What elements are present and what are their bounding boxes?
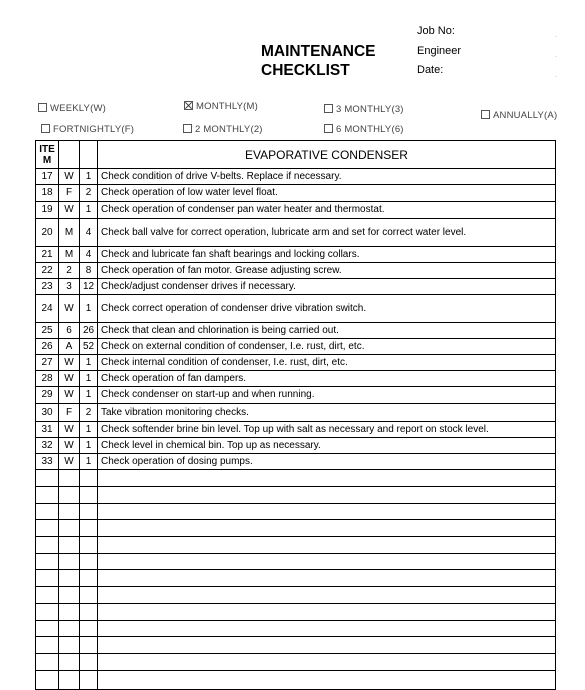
blank-cell[interactable] — [98, 604, 556, 621]
blank-cell[interactable] — [98, 671, 556, 690]
count-cell: 2 — [80, 185, 98, 202]
blank-cell[interactable] — [80, 654, 98, 671]
frequency-3-monthly-label: 3 MONTHLY(3) — [336, 104, 404, 115]
blank-cell[interactable] — [80, 520, 98, 537]
frequency-cell: M — [59, 247, 80, 263]
count-cell: 1 — [80, 438, 98, 454]
count-cell: 1 — [80, 355, 98, 371]
title-line-1: MAINTENANCE — [261, 43, 376, 60]
item-cell: 27 — [36, 355, 59, 371]
checkbox-6-monthly-icon[interactable] — [324, 124, 333, 133]
frequency-cell: W — [59, 371, 80, 387]
item-cell: 28 — [36, 371, 59, 387]
description-cell: Check softender brine bin level. Top up with salt as necessary and report on stock level. — [98, 422, 556, 438]
item-cell: 29 — [36, 387, 59, 404]
count-cell: 1 — [80, 387, 98, 404]
description-cell: Check level in chemical bin. Top up as necessary. — [98, 438, 556, 454]
table-body — [36, 169, 556, 690]
description-cell: Check operation of condenser pan water heater and thermostat. — [98, 202, 556, 219]
frequency-2-monthly-label: 2 MONTHLY(2) — [195, 124, 263, 135]
table-row — [36, 219, 556, 247]
frequency-cell: 3 — [59, 279, 80, 295]
table-row — [36, 323, 556, 339]
section-title: EVAPORATIVE CONDENSER — [98, 141, 556, 169]
checkbox-annually-icon[interactable] — [481, 110, 490, 119]
frequency-weekly[interactable] — [38, 103, 106, 114]
description-cell: Check operation of low water level float. — [98, 185, 556, 202]
blank-cell[interactable] — [80, 537, 98, 554]
table-row — [36, 387, 556, 404]
table-row — [36, 438, 556, 454]
description-cell: Check/adjust condenser drives if necessary. — [98, 279, 556, 295]
frequency-fortnightly[interactable] — [41, 124, 134, 135]
count-cell: 52 — [80, 339, 98, 355]
count-cell: 8 — [80, 263, 98, 279]
blank-cell[interactable] — [59, 621, 80, 637]
table-row — [36, 454, 556, 470]
blank-cell[interactable] — [59, 637, 80, 654]
item-cell: 22 — [36, 263, 59, 279]
count-cell: 1 — [80, 371, 98, 387]
item-cell: 20 — [36, 219, 59, 247]
blank-cell[interactable] — [98, 554, 556, 570]
blank-cell[interactable] — [80, 470, 98, 487]
frequency-cell: M — [59, 219, 80, 247]
blank-cell[interactable] — [98, 587, 556, 604]
frequency-monthly[interactable] — [184, 101, 258, 112]
blank-cell[interactable] — [80, 671, 98, 690]
blank-cell[interactable] — [59, 487, 80, 504]
table-row-blank — [36, 504, 556, 520]
table-row-blank — [36, 487, 556, 504]
frequency-cell: F — [59, 185, 80, 202]
blank-cell[interactable] — [98, 520, 556, 537]
blank-cell[interactable] — [36, 671, 59, 690]
count-cell: 1 — [80, 169, 98, 185]
frequency-annually[interactable] — [481, 110, 557, 121]
description-cell: Check ball valve for correct operation, lubricate arm and set for correct water level. — [98, 219, 556, 247]
frequency-cell: W — [59, 355, 80, 371]
frequency-6-monthly[interactable] — [324, 124, 404, 135]
count-cell: 1 — [80, 295, 98, 323]
description-cell: Check operation of fan dampers. — [98, 371, 556, 387]
item-cell: 17 — [36, 169, 59, 185]
item-cell: 23 — [36, 279, 59, 295]
frequency-monthly-label: MONTHLY(M) — [196, 101, 258, 112]
blank-cell[interactable] — [36, 520, 59, 537]
blank-cell[interactable] — [36, 570, 59, 587]
field-marker-2: ˙ — [555, 55, 558, 65]
frequency-cell: A — [59, 339, 80, 355]
table-row-blank — [36, 671, 556, 690]
count-cell: 1 — [80, 202, 98, 219]
blank-cell[interactable] — [80, 604, 98, 621]
blank-cell[interactable] — [80, 621, 98, 637]
item-cell: 30 — [36, 404, 59, 422]
table-row-blank — [36, 637, 556, 654]
table-row-blank — [36, 587, 556, 604]
description-cell: Check that clean and chlorination is being carried out. — [98, 323, 556, 339]
table-row — [36, 339, 556, 355]
blank-cell[interactable] — [98, 470, 556, 487]
table-row-blank — [36, 537, 556, 554]
table-row — [36, 355, 556, 371]
checklist-table — [35, 140, 556, 690]
frequency-cell: 6 — [59, 323, 80, 339]
table-row — [36, 295, 556, 323]
description-cell: Check on external condition of condenser, I.e. rust, dirt, etc. — [98, 339, 556, 355]
item-cell: 25 — [36, 323, 59, 339]
blank-cell[interactable] — [36, 470, 59, 487]
blank-cell[interactable] — [36, 604, 59, 621]
blank-cell[interactable] — [80, 570, 98, 587]
frequency-cell: W — [59, 202, 80, 219]
item-cell: 31 — [36, 422, 59, 438]
blank-cell[interactable] — [36, 637, 59, 654]
frequency-cell: W — [59, 454, 80, 470]
frequency-cell: W — [59, 438, 80, 454]
description-cell: Check condition of drive V-belts. Replace if necessary. — [98, 169, 556, 185]
description-cell: Check internal condition of condenser, I.e. rust, dirt, etc. — [98, 355, 556, 371]
blank-cell[interactable] — [98, 570, 556, 587]
job-no-label: Job No: — [417, 25, 455, 37]
field-marker-1: ˙ — [555, 35, 558, 45]
blank-cell[interactable] — [80, 487, 98, 504]
table-row — [36, 169, 556, 185]
table-row — [36, 404, 556, 422]
blank-cell[interactable] — [36, 587, 59, 604]
checkbox-monthly-checked-icon[interactable] — [184, 101, 193, 110]
field-marker-3: ˙ — [555, 75, 558, 85]
table-row-blank — [36, 470, 556, 487]
title-line-2: CHECKLIST — [261, 62, 350, 79]
blank-cell[interactable] — [59, 504, 80, 520]
blank-cell[interactable] — [59, 587, 80, 604]
checkbox-fortnightly-icon[interactable] — [41, 124, 50, 133]
blank-cell[interactable] — [98, 487, 556, 504]
blank-cell[interactable] — [36, 537, 59, 554]
item-cell: 19 — [36, 202, 59, 219]
blank-cell[interactable] — [98, 621, 556, 637]
frequency-annually-label: ANNUALLY(A) — [493, 110, 558, 121]
blank-cell[interactable] — [59, 570, 80, 587]
count-cell: 2 — [80, 404, 98, 422]
count-column-header — [80, 141, 98, 169]
table-header-row — [36, 141, 556, 169]
description-cell: Check operation of fan motor. Grease adjusting screw. — [98, 263, 556, 279]
blank-cell[interactable] — [80, 637, 98, 654]
table-row — [36, 247, 556, 263]
count-cell: 4 — [80, 219, 98, 247]
table-row — [36, 263, 556, 279]
blank-cell[interactable] — [36, 487, 59, 504]
blank-cell[interactable] — [98, 537, 556, 554]
item-cell: 26 — [36, 339, 59, 355]
blank-cell[interactable] — [59, 604, 80, 621]
frequency-2-monthly[interactable] — [183, 124, 263, 135]
blank-cell[interactable] — [80, 504, 98, 520]
engineer-label: Engineer — [417, 45, 462, 57]
frequency-cell: W — [59, 295, 80, 323]
count-cell: 1 — [80, 422, 98, 438]
item-cell: 33 — [36, 454, 59, 470]
frequency-cell: 2 — [59, 263, 80, 279]
item-cell: 24 — [36, 295, 59, 323]
blank-cell[interactable] — [80, 554, 98, 570]
table-row — [36, 371, 556, 387]
checkbox-2-monthly-icon[interactable] — [183, 124, 192, 133]
blank-cell[interactable] — [98, 637, 556, 654]
description-cell: Check condenser on start-up and when running. — [98, 387, 556, 404]
blank-cell[interactable] — [59, 470, 80, 487]
description-cell: Check and lubricate fan shaft bearings and locking collars. — [98, 247, 556, 263]
table-row-blank — [36, 654, 556, 671]
frequency-cell: W — [59, 422, 80, 438]
item-column-header — [36, 141, 59, 169]
blank-cell[interactable] — [59, 654, 80, 671]
table-row-blank — [36, 554, 556, 570]
blank-cell[interactable] — [59, 671, 80, 690]
blank-cell[interactable] — [36, 554, 59, 570]
description-cell: Check operation of dosing pumps. — [98, 454, 556, 470]
frequency-6-monthly-label: 6 MONTHLY(6) — [336, 124, 404, 135]
blank-cell[interactable] — [59, 554, 80, 570]
frequency-cell: W — [59, 169, 80, 185]
blank-cell[interactable] — [36, 504, 59, 520]
frequency-cell: W — [59, 387, 80, 404]
checkbox-3-monthly-icon[interactable] — [324, 104, 333, 113]
item-cell: 32 — [36, 438, 59, 454]
item-header-line-1: ITE — [39, 143, 55, 155]
frequency-weekly-label: WEEKLY(W) — [50, 103, 106, 114]
checkbox-weekly-icon[interactable] — [38, 103, 47, 112]
count-cell: 12 — [80, 279, 98, 295]
frequency-column-header — [59, 141, 80, 169]
item-cell: 21 — [36, 247, 59, 263]
blank-cell[interactable] — [36, 654, 59, 671]
table-row-blank — [36, 570, 556, 587]
frequency-3-monthly[interactable] — [324, 104, 404, 115]
item-cell: 18 — [36, 185, 59, 202]
blank-cell[interactable] — [80, 587, 98, 604]
table-row — [36, 202, 556, 219]
table-row — [36, 185, 556, 202]
blank-cell[interactable] — [98, 504, 556, 520]
blank-cell[interactable] — [59, 537, 80, 554]
item-header-line-2: M — [42, 154, 52, 166]
table-row-blank — [36, 604, 556, 621]
count-cell: 26 — [80, 323, 98, 339]
blank-cell[interactable] — [36, 621, 59, 637]
description-cell: Take vibration monitoring checks. — [98, 404, 556, 422]
table-row-blank — [36, 621, 556, 637]
frequency-cell: F — [59, 404, 80, 422]
count-cell: 4 — [80, 247, 98, 263]
blank-cell[interactable] — [98, 654, 556, 671]
table-row-blank — [36, 520, 556, 537]
table-row — [36, 422, 556, 438]
blank-cell[interactable] — [59, 520, 80, 537]
frequency-fortnightly-label: FORTNIGHTLY(F) — [53, 124, 135, 135]
date-label: Date: — [417, 64, 444, 76]
table-row — [36, 279, 556, 295]
count-cell: 1 — [80, 454, 98, 470]
description-cell: Check correct operation of condenser drive vibration switch. — [98, 295, 556, 323]
